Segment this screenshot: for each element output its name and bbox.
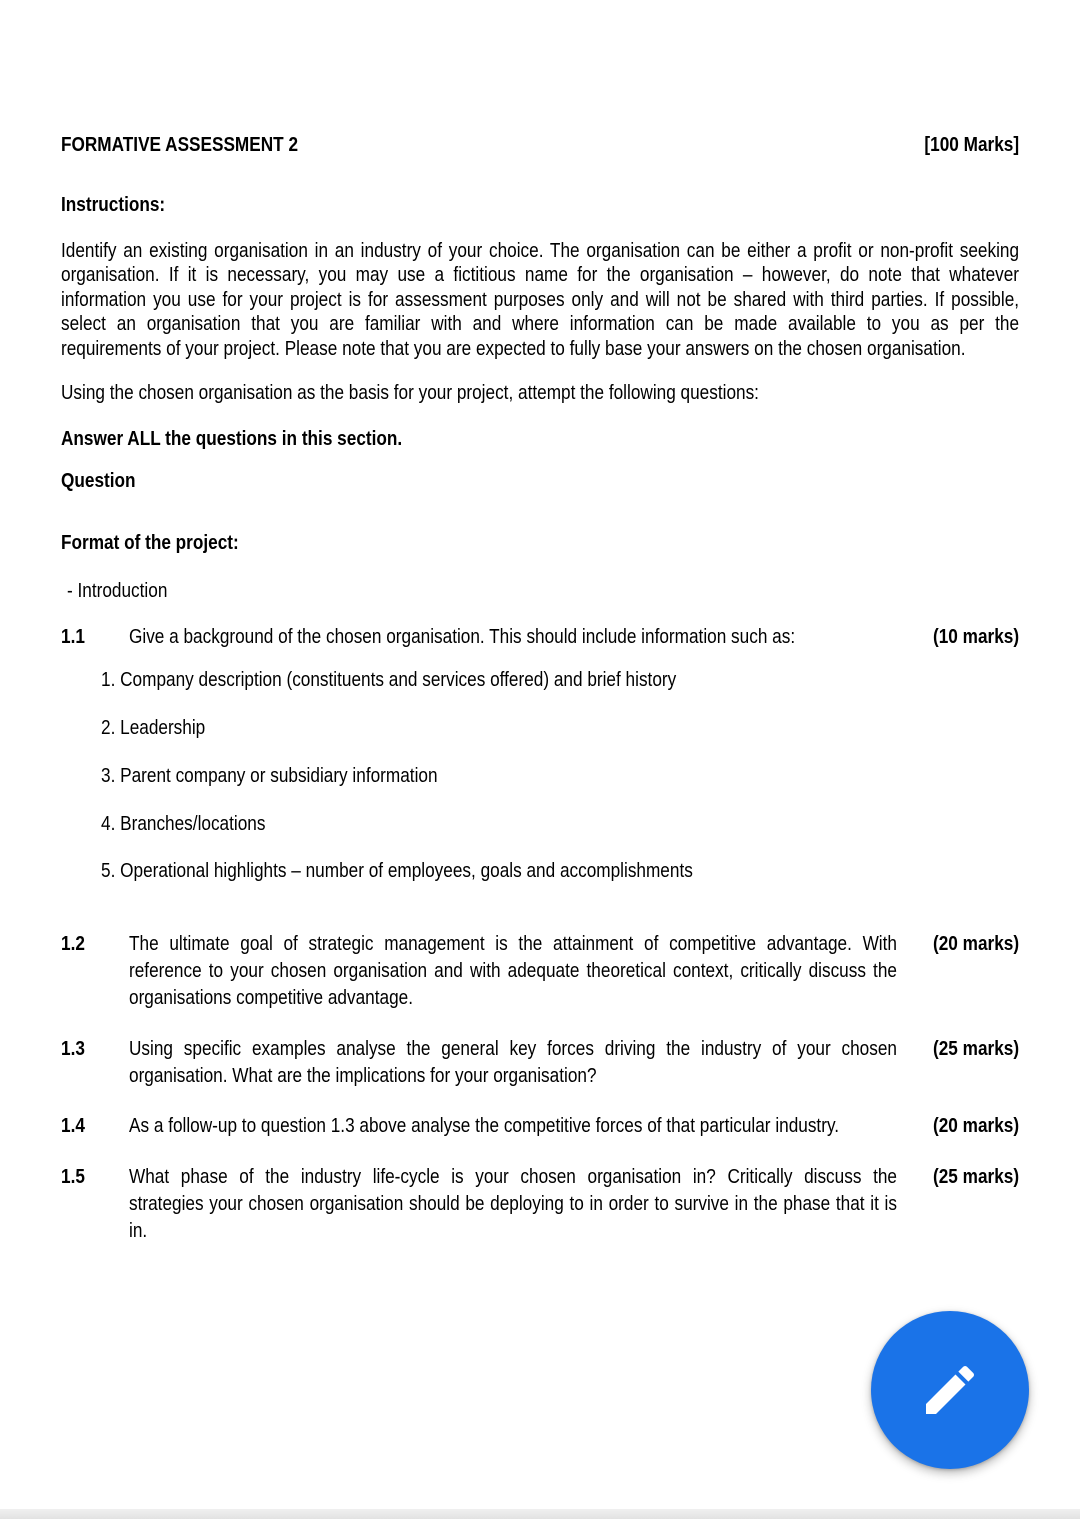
question-text	[129, 1164, 897, 1245]
instructions-heading-text: Instructions:	[61, 194, 166, 216]
instructions-line: select an organisation that you are familiar with and where information can be made available to you as per the	[61, 313, 1020, 336]
question-number-text: 1.5	[61, 1166, 85, 1188]
assessment-header	[61, 134, 1019, 157]
background-item	[101, 765, 492, 788]
question-line: Give a background of the chosen organisation. This should include information such as:	[129, 626, 796, 648]
question-line: organisations competitive advantage.	[129, 987, 413, 1009]
question-marks	[919, 1115, 1019, 1138]
question-text	[129, 931, 897, 1012]
background-item	[101, 669, 770, 692]
background-item-text: 2. Leadership	[101, 717, 206, 739]
assessment-title: FORMATIVE ASSESSMENT 2	[61, 134, 299, 156]
question-number	[61, 1115, 89, 1138]
question-line: As a follow-up to question 1.3 above analyse the competitive forces of that particular industry.	[129, 1115, 840, 1137]
using-text-span: Using the chosen organisation as the basis for your project, attempt the following questions:	[61, 382, 759, 404]
question-line: strategies your chosen organisation should be deploying to in order to survive in the phase that it is	[129, 1193, 897, 1215]
question-number	[61, 1038, 89, 1061]
edit-button[interactable]	[871, 1311, 1029, 1469]
background-item	[101, 860, 789, 883]
question-marks-text: (25 marks)	[932, 1038, 1019, 1060]
question-number-text: 1.1	[61, 626, 85, 648]
question-marks-text: (20 marks)	[932, 1115, 1019, 1137]
background-item	[101, 717, 222, 740]
question-number-text: 1.3	[61, 1038, 85, 1060]
instructions-line: information you use for your project is for assessment purposes only and will not be shared with third parties. If possible,	[61, 288, 1020, 311]
question-marks	[919, 1166, 1019, 1189]
question-marks-text: (20 marks)	[932, 933, 1019, 955]
format-heading	[61, 532, 268, 555]
question-marks	[919, 626, 1019, 649]
instructions-heading	[61, 194, 182, 217]
background-item	[101, 813, 292, 836]
question-line: Using specific examples analyse the general key forces driving the industry of your chosen	[129, 1038, 897, 1060]
bottom-edge	[0, 1509, 1080, 1519]
question-line: reference to your chosen organisation and with adequate theoretical context, critically discuss the	[129, 960, 897, 982]
background-item-text: 4. Branches/locations	[101, 813, 266, 835]
question-label-span: Question	[61, 470, 136, 492]
answer-all-text	[61, 427, 458, 451]
question-line: The ultimate goal of strategic management is the attainment of competitive advantage. With	[129, 933, 897, 955]
question-text	[129, 1036, 897, 1090]
pencil-icon	[918, 1358, 982, 1422]
introduction-item	[67, 579, 184, 603]
using-text	[61, 381, 873, 405]
format-heading-text: Format of the project:	[61, 532, 239, 554]
question-text	[129, 624, 897, 651]
instructions-line: Identify an existing organisation in an industry of your choice. The organisation can be either a profit or non-profit seeking	[61, 240, 1020, 262]
question-marks-text: (10 marks)	[932, 626, 1019, 648]
instructions-paragraph	[61, 239, 1019, 361]
question-marks	[919, 1038, 1019, 1061]
instructions-line: requirements of your project. Please note that you are expected to fully base your answers on the chosen organisation.	[61, 337, 966, 360]
question-line: in.	[129, 1220, 148, 1242]
question-number	[61, 933, 89, 956]
question-number-text: 1.2	[61, 933, 85, 955]
question-marks-text: (25 marks)	[932, 1166, 1019, 1188]
question-line: organisation. What are the implications for your organisation?	[129, 1065, 597, 1087]
question-number-text: 1.4	[61, 1115, 85, 1137]
question-number	[61, 1166, 89, 1189]
answer-all-span: Answer ALL the questions in this section.	[61, 428, 403, 450]
background-item-text: 1. Company description (constituents and services offered) and brief history	[101, 669, 677, 691]
introduction-text: - Introduction	[67, 580, 168, 602]
instructions-line: organisation. If it is necessary, you may use a fictitious name for the organisation – however, do note that whatever	[61, 264, 1020, 287]
question-line: What phase of the industry life-cycle is your chosen organisation in? Critically discuss the	[129, 1166, 897, 1188]
question-number	[61, 626, 89, 649]
question-text	[129, 1113, 897, 1140]
background-item-text: 3. Parent company or subsidiary information	[101, 765, 438, 787]
question-label	[61, 469, 148, 493]
background-item-text: 5. Operational highlights – number of employees, goals and accomplishments	[101, 860, 693, 882]
question-marks	[919, 933, 1019, 956]
total-marks: [100 Marks]	[924, 134, 1019, 156]
